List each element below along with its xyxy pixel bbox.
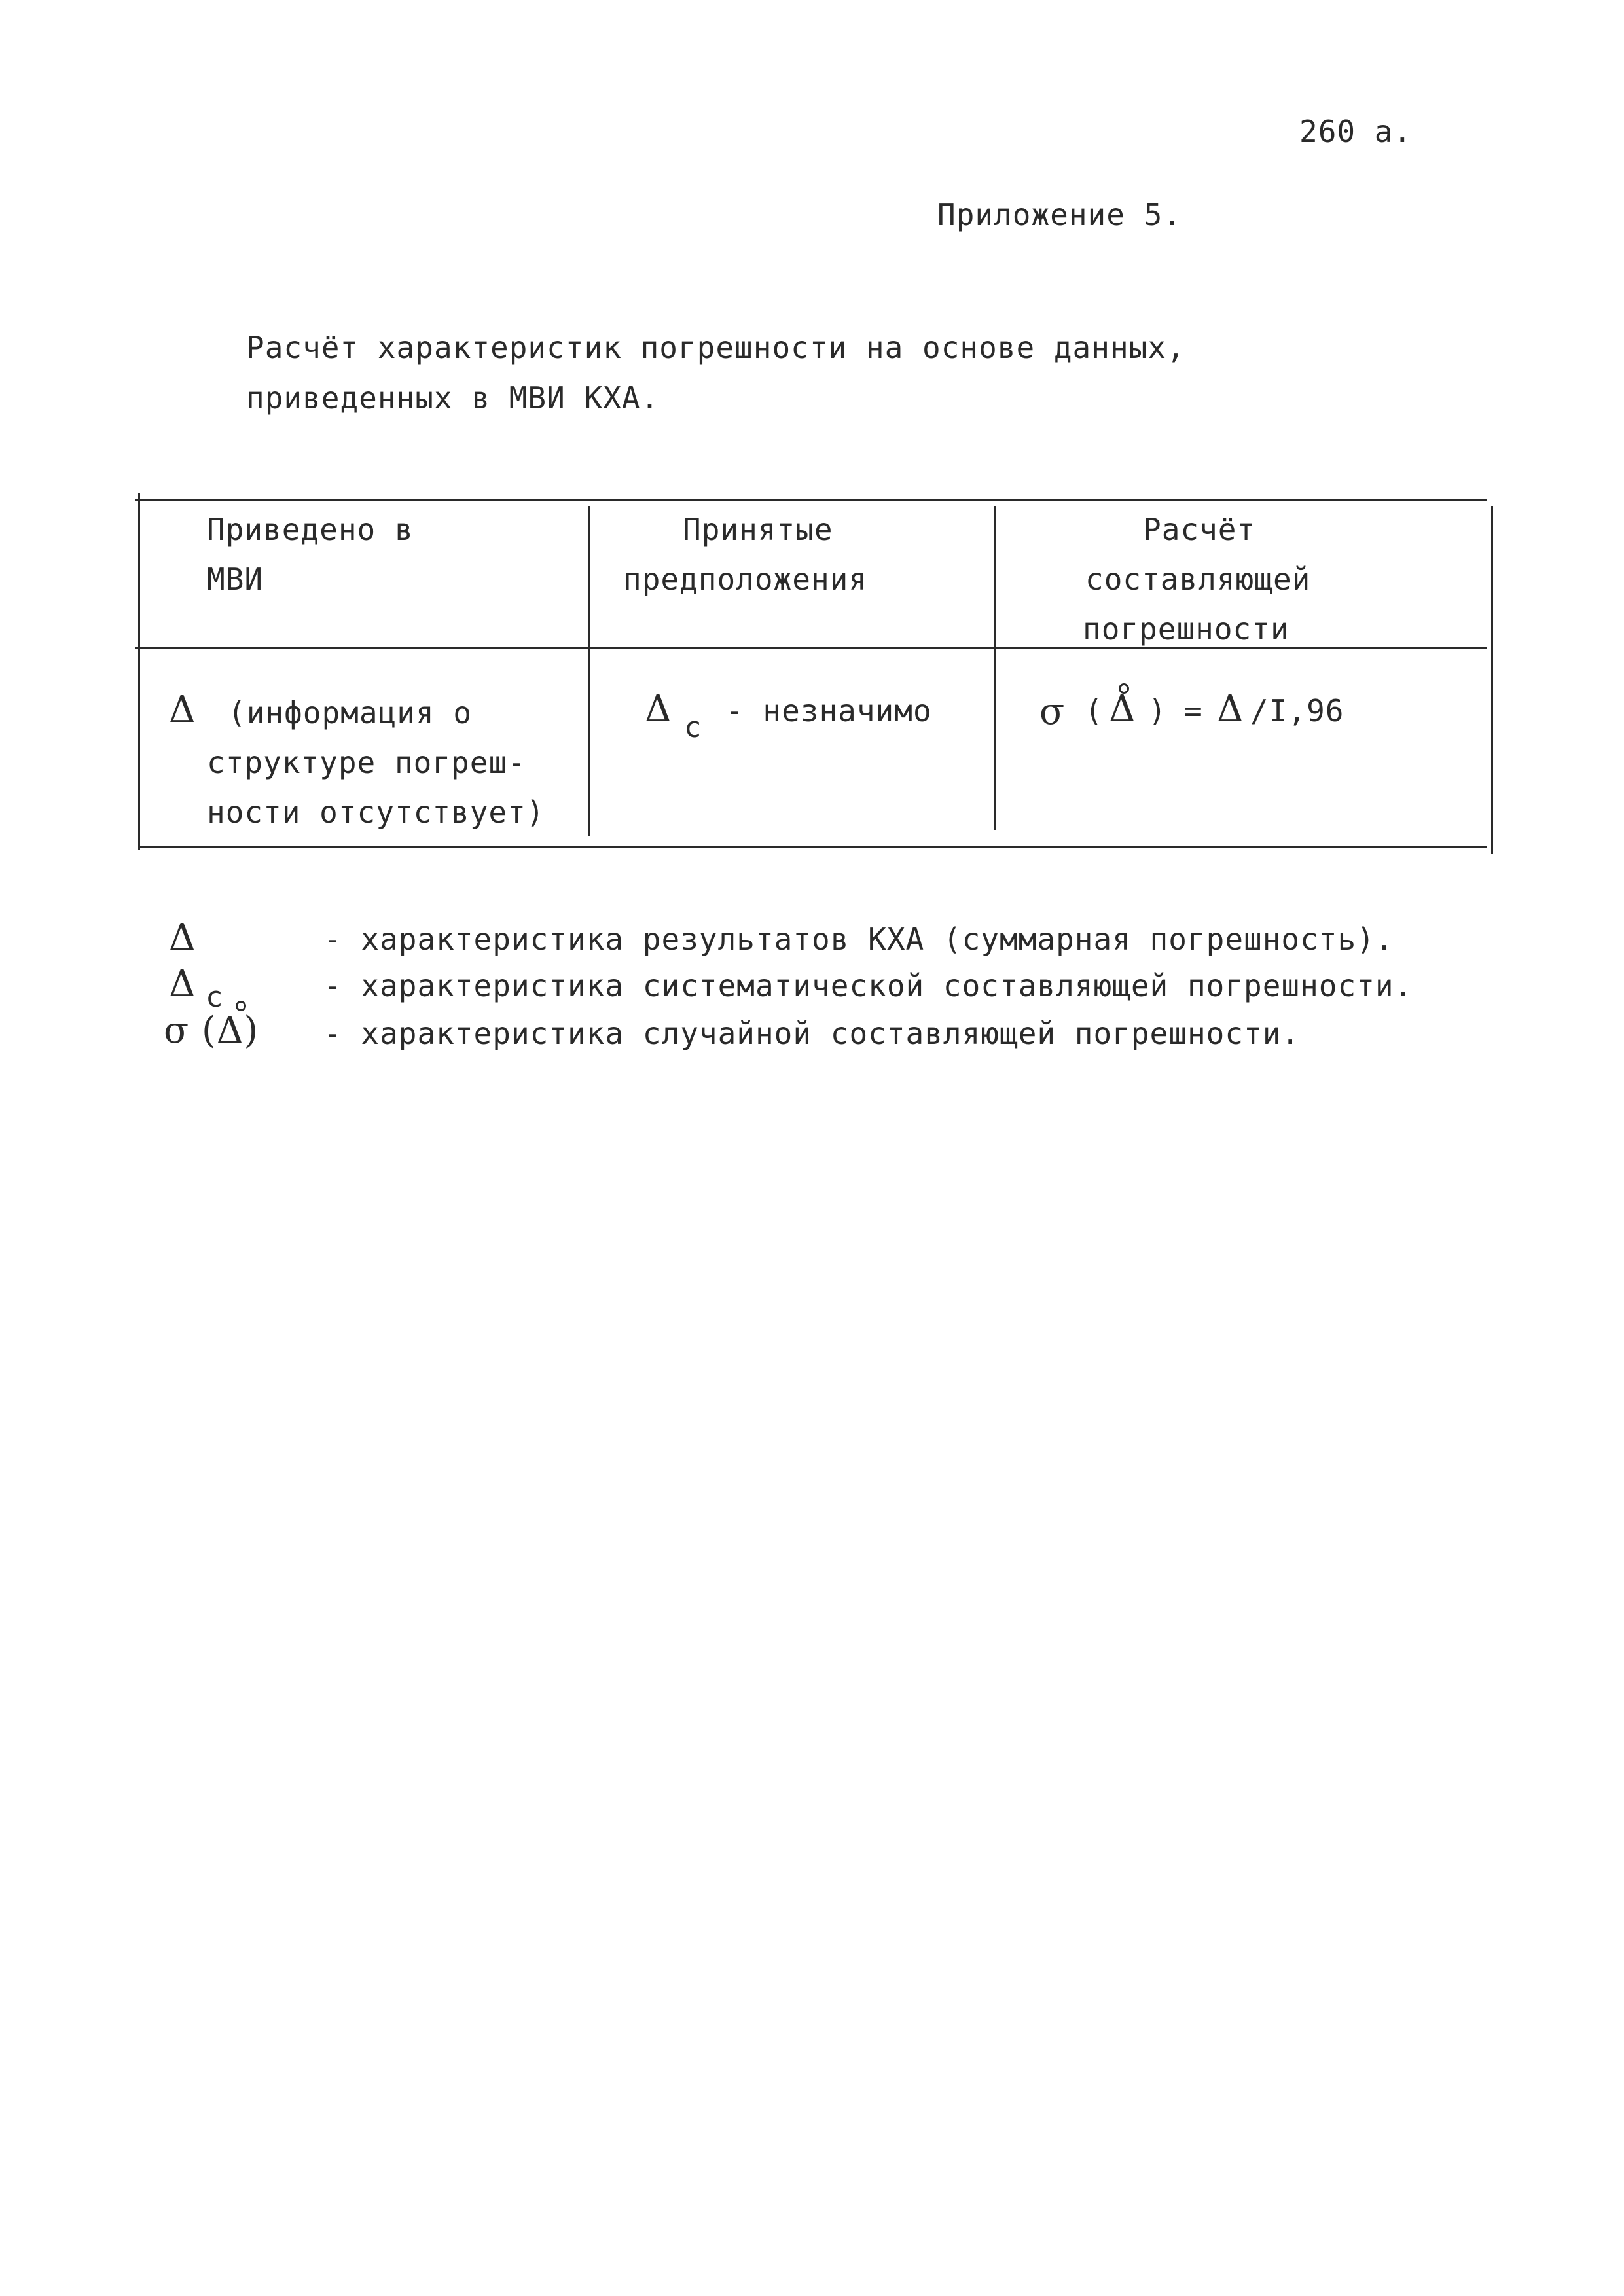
table-left-border [138, 493, 140, 850]
legend-text-2: - характеристика систематической составляющей погрешности. [323, 968, 1413, 1003]
delta-symbol: Δ [1109, 688, 1136, 730]
legend-symbol-1: Δ [169, 916, 196, 959]
legend-text-1: - характеристика результатов КХА (суммарная погрешность). [323, 922, 1394, 957]
table-top-border [135, 499, 1487, 501]
heading-line-1: Расчёт характеристик погрешности на основе данных, [246, 330, 1185, 365]
delta-symbol: Δ [645, 688, 672, 730]
body-col1-line2: структуре погреш- [207, 745, 526, 780]
header-col1-line1: Приведено в [207, 512, 414, 547]
table-divider-1 [588, 506, 590, 836]
header-col1-line2: МВИ [207, 562, 264, 597]
ring-accent [1119, 683, 1129, 694]
header-col3-line1: Расчёт [1143, 512, 1256, 547]
body-col3-close: ) [1148, 693, 1167, 728]
body-col2-text: - незначимо [725, 693, 932, 728]
table-header-separator [135, 647, 1487, 649]
heading-line-2: приведенных в МВИ КХА. [246, 380, 660, 416]
header-col2-line1: Принятые [683, 512, 833, 547]
body-col3-equals: = [1184, 693, 1203, 728]
body-col1-line3: ности отсутствует) [207, 795, 545, 830]
legend-symbol-3: σ (Δ) [164, 1009, 259, 1052]
body-col1-line1: (информация о [228, 695, 473, 730]
sigma-symbol: σ [1039, 691, 1066, 733]
table-right-border [1491, 506, 1493, 854]
legend-text-3: - характеристика случайной составляющей погрешности. [323, 1016, 1301, 1051]
ring-accent [236, 1001, 246, 1011]
table-bottom-border [140, 846, 1487, 848]
page-number: 260 а. [1299, 114, 1413, 149]
subscript-c: с [684, 711, 702, 744]
header-col3-line3: погрешности [1083, 611, 1290, 647]
appendix-title: Приложение 5. [937, 197, 1182, 232]
delta-symbol: Δ [169, 689, 196, 731]
subscript-c: с [206, 980, 223, 1014]
header-col2-line2: предположения [623, 562, 868, 597]
delta-symbol: Δ [1217, 688, 1244, 730]
body-col3-divisor: /I,96 [1250, 693, 1344, 728]
legend-symbol-2: Δ [169, 963, 196, 1005]
header-col3-line2: составляющей [1085, 562, 1311, 597]
table-divider-2 [994, 506, 996, 830]
body-col3-open: ( [1085, 693, 1104, 728]
